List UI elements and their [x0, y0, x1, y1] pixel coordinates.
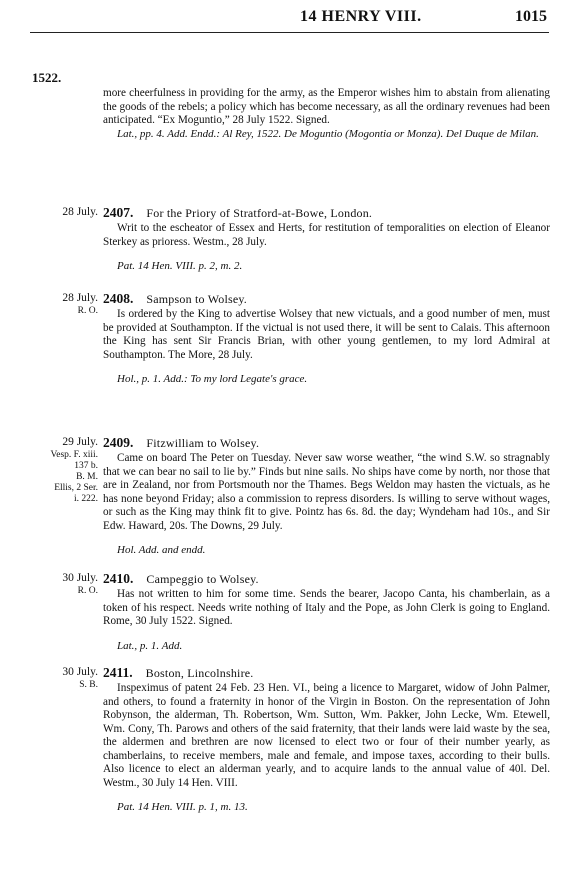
entry-date-column: [28, 206, 98, 220]
entry-text: Is ordered by the King to advertise Wolsey that new victuals, and a good number of men, must be provided at Southampton. If the victual is not used there, it will be sent to Calais. This afternoon the King has sent Sir Francis Brian, with other young gentlemen, to my lord Admiral at Southampton. The More, 28 July.: [103, 308, 550, 361]
entry-heading: [103, 572, 550, 586]
running-head: [0, 4, 567, 30]
entry-body: [103, 292, 550, 398]
running-head-title: 14 HENRY VIII.: [300, 8, 422, 25]
entry-body: [103, 436, 550, 569]
entry-date: 29 July.: [62, 436, 98, 448]
entry-title: Boston, Lincolnshire.: [145, 666, 254, 680]
entry-text: Writ to the escheator of Essex and Herts, for restitution of temporalities on election of Eleanor Sterkey as prioress. Westm., 28 July.: [103, 222, 550, 248]
entry-number: 2407.: [103, 205, 134, 220]
entry-date-column: [28, 436, 98, 505]
entry-heading: [103, 292, 550, 306]
entry-ref: R. O.: [77, 305, 98, 316]
entry-body: [103, 206, 550, 285]
entry-title: Fitzwilliam to Wolsey.: [146, 436, 260, 450]
entry-ref: Ellis, 2 Ser.: [54, 482, 98, 493]
entry-ref: 137 b.: [74, 460, 98, 471]
entry-number: 2410.: [103, 571, 134, 586]
entry-date: 28 July.: [62, 206, 98, 218]
entry-date: 30 July.: [62, 572, 98, 584]
entry-meta: Lat., p. 1. Add.: [117, 639, 183, 652]
entry-date: 28 July.: [62, 292, 98, 304]
year-marker: 1522.: [32, 70, 62, 85]
continuation-text: more cheerfulness in providing for the army, as the Emperor wishes him to abstain from alienating the goods of the rebels; a policy which has become necessary, as all the ordinary revenues had been anticipated. “Ex Moguntio,” 28 July 1522. Signed.: [103, 87, 550, 126]
entry-date: 30 July.: [62, 666, 98, 678]
entry-heading: [103, 206, 550, 220]
entry-number: 2408.: [103, 291, 134, 306]
entry-heading: [103, 436, 550, 450]
entry-title: Campeggio to Wolsey.: [146, 572, 259, 586]
entry-date-column: [28, 572, 98, 597]
entry-text: Came on board The Peter on Tuesday. Never saw worse weather, “the wind S.W. so stragnably that we can bear no sail to lie by.” Finds but nine sails. No ships have come by north, nor those that are in Zealand, nor from Portsmouth nor the Thames. Begs Weldon may hasten the victuals, as he has none beyond Friday; also a commission to repress disorders. Is willing to serve without wages, or such as the King may think fit to give. Pointz has 6s. 8d. the day; Wyndeham had 10s., and Sir Edw. Haward, 20s. The Downs, 29 July.: [103, 452, 550, 532]
entry-ref: B. M.: [76, 471, 98, 482]
continuation-meta: Lat., pp. 4. Add. Endd.: Al Rey, 1522. De Moguntio (Mogontia or Monza). Del Duque de Milan.: [117, 127, 539, 140]
entry-date-column: [28, 292, 98, 317]
entry-meta: Hol. Add. and endd.: [117, 544, 206, 556]
entry-number: 2409.: [103, 435, 134, 450]
entry-body: [103, 666, 550, 826]
entry-heading: [103, 666, 550, 680]
entry-number: 2411.: [103, 665, 133, 680]
entry-meta: Pat. 14 Hen. VIII. p. 2, m. 2.: [117, 260, 243, 272]
page-number: 1015: [515, 8, 547, 25]
entry-title: Sampson to Wolsey.: [146, 292, 248, 306]
header-rule: [30, 32, 549, 33]
entry-ref: i. 222.: [73, 493, 98, 504]
entry-ref: Vesp. F. xiii.: [50, 449, 98, 460]
entry-body: [103, 572, 550, 664]
entry-ref: S. B.: [79, 679, 98, 690]
entry-meta: Hol., p. 1. Add.: To my lord Legate's grace.: [117, 373, 308, 385]
entry-meta: Pat. 14 Hen. VIII. p. 1, m. 13.: [117, 801, 248, 813]
entry-date-column: [28, 666, 98, 691]
entry-title: For the Priory of Stratford-at-Bowe, London.: [146, 206, 373, 220]
entry-text: Inspeximus of patent 24 Feb. 23 Hen. VI., being a licence to Margaret, widow of John Palmer, and others, to found a fraternity in honor of the Virgin in Boston. On the representation of John Robynson, the alderman, Th. Robertson, Wm. Sutton, Wm. Pakker, John Lecke, Wm. Etewell, Wm. Cony, Th. Parows and others of the said fraternity, that their lands were laid waste by the sea, the aldermen and brethren are now licensed to elect two or four of their number yearly, as chamberlains, to receive members, male and female, and impose taxes, according to their bulls. Also licence to elect an alderman yearly, and to acquire lands to the annual value of 40l. Del. Westm., 30 July 14 Hen. VIII.: [103, 682, 550, 789]
entry-ref: R. O.: [77, 585, 98, 596]
entry-text: Has not written to him for some time. Sends the bearer, Jacopo Canta, his chamberlain, as a token of his respect. Needs write nothing of Italy and the Pope, as John Clerk is going to England. Rome, 30 July 1522. Signed.: [103, 588, 550, 627]
continuation-block: [103, 87, 550, 141]
